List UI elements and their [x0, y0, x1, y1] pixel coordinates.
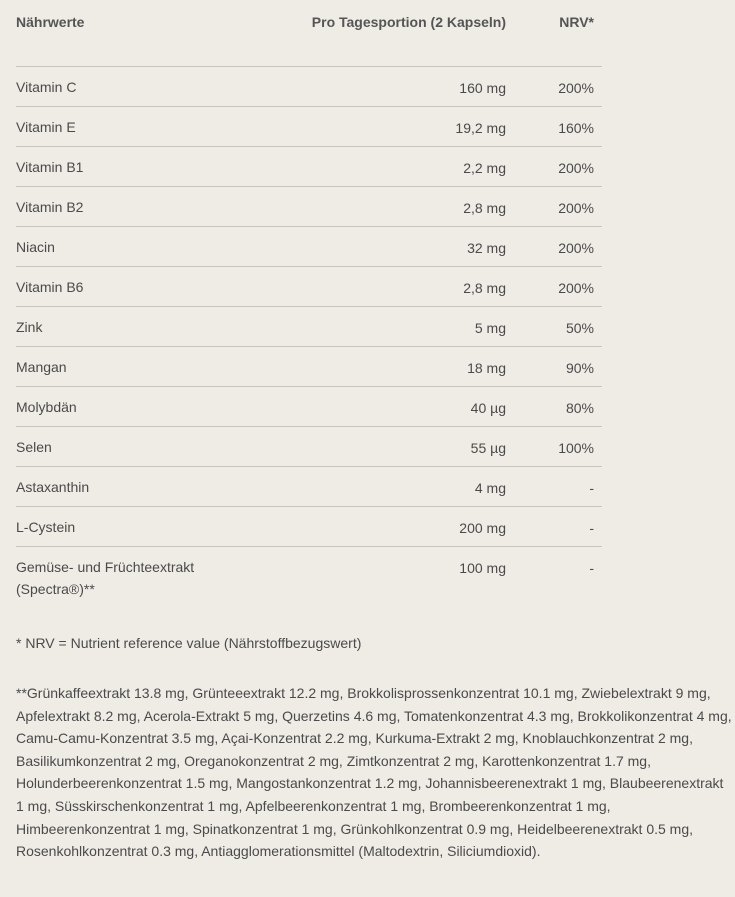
header-amount: Pro Tagesportion (2 Kapseln)	[311, 14, 506, 30]
row-nrv: 200%	[558, 280, 594, 296]
row-amount: 160 mg	[459, 80, 506, 96]
row-amount: 2,2 mg	[463, 160, 506, 176]
table-row	[16, 307, 602, 347]
row-name: Selen	[16, 439, 52, 455]
row-amount: 4 mg	[474, 480, 506, 496]
table-row	[16, 347, 602, 387]
row-amount: 40 µg	[470, 400, 506, 416]
row-name: Niacin	[16, 239, 55, 255]
row-name: Vitamin B1	[16, 159, 84, 175]
row-amount: 2,8 mg	[463, 280, 506, 296]
table-header	[16, 0, 602, 67]
row-name: Astaxanthin	[16, 479, 90, 495]
row-nrv: 200%	[558, 80, 594, 96]
row-name: Vitamin E	[16, 119, 76, 135]
row-nrv: 200%	[558, 240, 594, 256]
row-nrv: 100%	[558, 440, 594, 456]
row-name: Gemüse- und Früchteextrakt (Spectra®)**	[16, 559, 195, 597]
row-nrv: -	[589, 560, 594, 576]
table-row	[16, 227, 602, 267]
row-nrv: 50%	[565, 320, 594, 336]
row-amount: 100 mg	[459, 560, 506, 576]
row-name: L-Cystein	[16, 519, 76, 535]
row-nrv: -	[589, 520, 594, 536]
row-amount: 19,2 mg	[455, 120, 506, 136]
nutrition-table	[16, 0, 602, 607]
header-nutrient: Nährwerte	[16, 14, 85, 30]
row-amount: 32 mg	[467, 240, 506, 256]
row-nrv: 200%	[558, 160, 594, 176]
table-row	[16, 147, 602, 187]
row-name: Zink	[16, 319, 43, 335]
row-amount: 2,8 mg	[463, 200, 506, 216]
row-nrv: 90%	[565, 360, 594, 376]
table-row	[16, 187, 602, 227]
row-name: Vitamin B2	[16, 199, 84, 215]
row-amount: 200 mg	[459, 520, 506, 536]
header-nrv: NRV*	[559, 14, 594, 30]
row-name: Molybdän	[16, 399, 77, 415]
row-name: Mangan	[16, 359, 67, 375]
extract-ingredients-note: **Grünkaffeextrakt 13.8 mg, Grünteeextrakt 12.2 mg, Brokkolisprossenkonzentrat 10.1 mg, Zwiebelextrakt 9 mg, Apfelextrakt 8.2 mg, Acerola-Extrakt 5 mg, Querzetins 4.6 mg, Tomatenkonzentrat 4.3 mg, Brokkolikonzentrat 4 mg, Camu-Camu-Konzentrat 3.5 mg, Açai-Konzentrat 2.2 mg, Kurkuma-Extrakt 2 mg, Knoblauchkonzentrat 2 mg, Basilikumkonzentrat 2 mg, Oreganokonzentrat 2 mg, Zimtkonzentrat 2 mg, Karottenkonzentrat 1.7 mg, Holunderbeerenkonzentrat 1.5 mg, Mangostankonzentrat 1.2 mg, Johannisbeerenextrakt 1 mg, Blaubeerenextrakt 1 mg, Süsskirschenkonzentrat 1 mg, Apfelbeerenkonzentrat 1 mg, Brombeerenkonzentrat 1 mg, Himbeerenkonzentrat 1 mg, Spinatkonzentrat 1 mg, Grünkohlkonzentrat 0.9 mg, Heidelbeerenextrakt 0.5 mg, Rosenkohlkonzentrat 0.3 mg, Antiagglomerationsmittel (Maltodextrin, Siliciumdioxid).	[16, 685, 732, 860]
table-row	[16, 107, 602, 147]
table-row	[16, 67, 602, 107]
table-row	[16, 387, 602, 427]
row-amount: 55 µg	[470, 440, 506, 456]
row-amount: 18 mg	[467, 360, 506, 376]
row-nrv: 80%	[565, 400, 594, 416]
row-name: Vitamin C	[16, 79, 77, 95]
table-row	[16, 267, 602, 307]
table-row	[16, 427, 602, 467]
table-row	[16, 507, 602, 547]
row-name: Vitamin B6	[16, 279, 84, 295]
table-row	[16, 467, 602, 507]
row-amount: 5 mg	[474, 320, 506, 336]
table-row	[16, 547, 602, 607]
row-nrv: -	[589, 480, 594, 496]
nrv-footnote: * NRV = Nutrient reference value (Nährstoffbezugswert)	[16, 635, 362, 651]
row-nrv: 160%	[558, 120, 594, 136]
row-nrv: 200%	[558, 200, 594, 216]
